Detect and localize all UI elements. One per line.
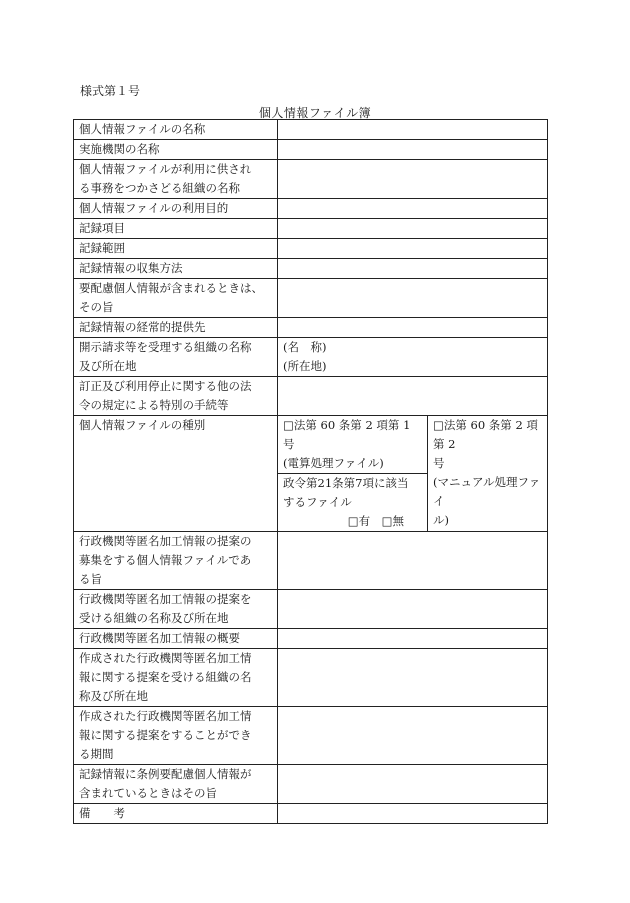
label-line: る事務をつかさどる組織の名称 xyxy=(79,181,240,195)
table-row xyxy=(74,629,548,649)
value-cell[interactable] xyxy=(278,279,548,318)
label-line: (電算処理ファイル) xyxy=(283,456,384,470)
row-label-ordinance-sensitive xyxy=(74,765,278,804)
table-row xyxy=(74,377,548,416)
row-label-anon-summary: 行政機関等匿名加工情報の概要 xyxy=(74,629,278,649)
value-cell-disclosure[interactable] xyxy=(278,338,548,377)
row-label-anon-org xyxy=(74,590,278,629)
table-row xyxy=(74,416,548,474)
row-label-created-org xyxy=(74,649,278,707)
label-line: 行政機関等匿名加工情報の提案を xyxy=(79,592,252,606)
value-cell[interactable] xyxy=(278,649,548,707)
table-row xyxy=(74,765,548,804)
label-line: (マニュアル処理ファイ xyxy=(433,475,541,508)
table-row xyxy=(74,259,548,279)
value-cell[interactable] xyxy=(278,120,548,140)
ordinance-cell[interactable] xyxy=(278,474,428,532)
row-label-disclosure xyxy=(74,338,278,377)
value-cell[interactable] xyxy=(278,219,548,239)
value-cell[interactable] xyxy=(278,590,548,629)
personal-info-file-register-table xyxy=(73,119,548,824)
label-line: 報に関する提案を受ける組織の名 xyxy=(79,670,252,684)
value-cell[interactable] xyxy=(278,765,548,804)
value-cell[interactable] xyxy=(278,629,548,649)
value-cell[interactable] xyxy=(278,160,548,199)
table-row xyxy=(74,279,548,318)
table-row xyxy=(74,804,548,824)
table-row xyxy=(74,160,548,199)
label-line: 含まれているときはその旨 xyxy=(79,786,217,800)
row-label-collection: 記録情報の収集方法 xyxy=(74,259,278,279)
table-row xyxy=(74,120,548,140)
table-row xyxy=(74,532,548,590)
label-line: 政令第21条第7項に該当 xyxy=(283,476,409,490)
row-label-kind: 個人情報ファイルの種別 xyxy=(74,416,278,532)
kind-manual-cell[interactable] xyxy=(428,416,548,532)
label-line: 及び所在地 xyxy=(79,359,137,373)
label-line: するファイル xyxy=(283,495,352,509)
disclosure-name-label: (名 称) xyxy=(283,340,327,354)
row-label-agency-name: 実施機関の名称 xyxy=(74,140,278,160)
value-cell[interactable] xyxy=(278,259,548,279)
label-line: 称及び所在地 xyxy=(79,689,148,703)
disclosure-address-label: (所在地) xyxy=(283,359,327,373)
table-row xyxy=(74,140,548,160)
form-number: 様式第１号 xyxy=(80,84,141,98)
row-label-remarks: 備 考 xyxy=(74,804,278,824)
value-cell[interactable] xyxy=(278,318,548,338)
label-line: 訂正及び利用停止に関する他の法 xyxy=(79,379,252,393)
table-row xyxy=(74,318,548,338)
label-line: 記録情報に条例要配慮個人情報が xyxy=(79,767,252,781)
kind-manual-checkbox-line: □法第 60 条第 2 項第 2 xyxy=(433,418,538,451)
label-line: 号 xyxy=(283,437,295,451)
row-label-file-name: 個人情報ファイルの名称 xyxy=(74,120,278,140)
label-line: 開示請求等を受理する組織の名称 xyxy=(79,340,252,354)
label-line: 個人情報ファイルが利用に供され xyxy=(79,162,252,176)
table-row xyxy=(74,590,548,629)
kind-electronic-cell[interactable] xyxy=(278,416,428,474)
kind-electronic-checkbox-line: □法第 60 条第 2 項第 1 xyxy=(283,418,411,432)
table-row xyxy=(74,338,548,377)
row-label-purpose: 個人情報ファイルの利用目的 xyxy=(74,199,278,219)
value-cell[interactable] xyxy=(278,707,548,765)
label-line: 要配慮個人情報が含まれるときは、 xyxy=(79,281,263,295)
value-cell[interactable] xyxy=(278,140,548,160)
table-row xyxy=(74,219,548,239)
label-line: る期間 xyxy=(79,747,114,761)
value-cell[interactable] xyxy=(278,804,548,824)
label-line: る旨 xyxy=(79,572,102,586)
label-line: その旨 xyxy=(79,300,114,314)
table-row xyxy=(74,199,548,219)
row-label-anon-solicit xyxy=(74,532,278,590)
row-label-sensitive xyxy=(74,279,278,318)
row-label-correction xyxy=(74,377,278,416)
label-line: ル) xyxy=(433,513,449,527)
label-line: 募集をする個人情報ファイルであ xyxy=(79,553,252,567)
label-line: 作成された行政機関等匿名加工情 xyxy=(79,709,252,723)
value-cell[interactable] xyxy=(278,377,548,416)
table-row xyxy=(74,707,548,765)
label-line: 令の規定による特別の手続等 xyxy=(79,398,229,412)
row-label-created-period xyxy=(74,707,278,765)
value-cell[interactable] xyxy=(278,239,548,259)
table-row xyxy=(74,649,548,707)
label-line: 号 xyxy=(433,456,445,470)
row-label-org-name xyxy=(74,160,278,199)
label-line: 受ける組織の名称及び所在地 xyxy=(79,611,229,625)
row-label-items: 記録項目 xyxy=(74,219,278,239)
label-line: 行政機関等匿名加工情報の提案の xyxy=(79,534,252,548)
ordinance-yes-no-checkboxes[interactable]: □有 □無 xyxy=(347,514,404,528)
document-title: 個人情報ファイル簿 xyxy=(258,106,372,120)
value-cell[interactable] xyxy=(278,199,548,219)
table-row xyxy=(74,239,548,259)
value-cell[interactable] xyxy=(278,532,548,590)
label-line: 報に関する提案をすることができ xyxy=(79,728,252,742)
row-label-scope: 記録範囲 xyxy=(74,239,278,259)
label-line: 作成された行政機関等匿名加工情 xyxy=(79,651,252,665)
row-label-provision: 記録情報の経常的提供先 xyxy=(74,318,278,338)
